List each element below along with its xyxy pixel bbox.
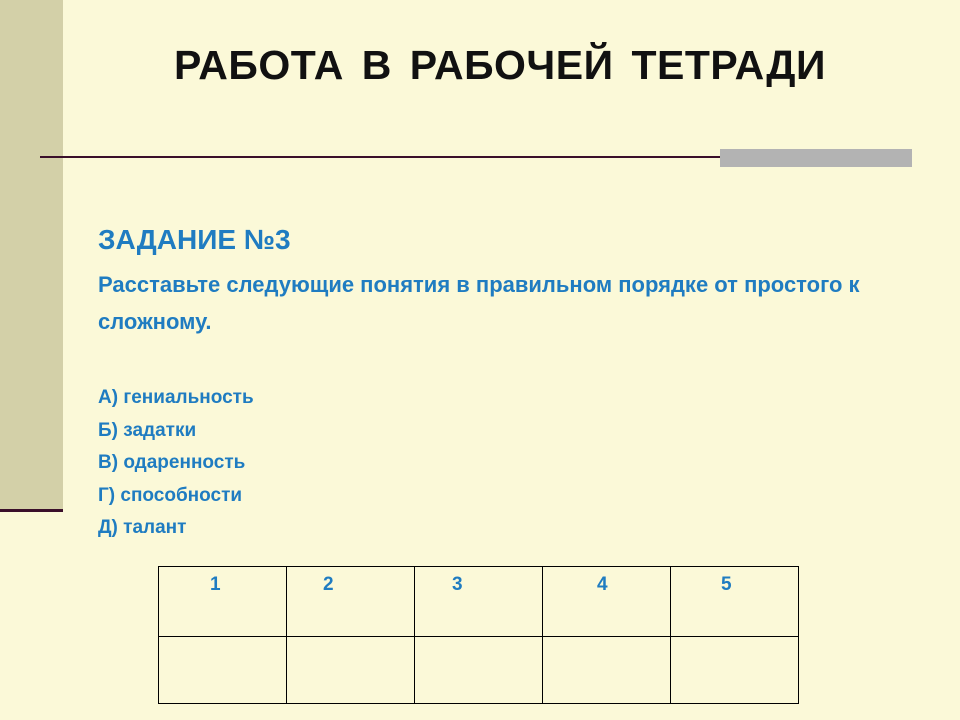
- table-header-number: 1: [210, 574, 221, 595]
- answer-cell-3[interactable]: [415, 637, 543, 704]
- task-block: [98, 224, 918, 545]
- table-answer-row: [159, 637, 799, 704]
- table-header-cell-3: [415, 567, 543, 637]
- options-list: [98, 382, 918, 545]
- title-divider-bar: [720, 149, 912, 167]
- answer-cell-4[interactable]: [543, 637, 671, 704]
- task-title: ЗАДАНИЕ №3: [98, 224, 291, 255]
- option-item-d: Д) талант: [98, 517, 187, 538]
- answer-cell-2[interactable]: [287, 637, 415, 704]
- table-header-cell-4: [543, 567, 671, 637]
- table-header-number: 5: [721, 574, 732, 595]
- table-header-number: 3: [452, 574, 463, 595]
- option-item-v: В) одаренность: [98, 452, 246, 473]
- option-item-a: А) гениальность: [98, 387, 254, 408]
- table-header-number: 2: [323, 574, 334, 595]
- table-header-number: 4: [597, 574, 608, 595]
- option-item-b: Б) задатки: [98, 419, 197, 441]
- option-item-g: Г) способности: [98, 484, 243, 506]
- table-header-row: [159, 567, 799, 637]
- task-instruction: Расставьте следующие понятия в правильном порядке от простого к сложному.: [98, 272, 860, 334]
- left-decorative-band: [0, 0, 63, 511]
- answer-cell-1[interactable]: [159, 637, 287, 704]
- page-title: РАБОТА В РАБОЧЕЙ ТЕТРАДИ: [174, 42, 826, 88]
- answer-cell-5[interactable]: [671, 637, 799, 704]
- table-header-cell-5: [671, 567, 799, 637]
- table-header-cell-2: [287, 567, 415, 637]
- answer-table: [158, 566, 799, 704]
- table-header-cell-1: [159, 567, 287, 637]
- left-band-underline: [0, 509, 63, 512]
